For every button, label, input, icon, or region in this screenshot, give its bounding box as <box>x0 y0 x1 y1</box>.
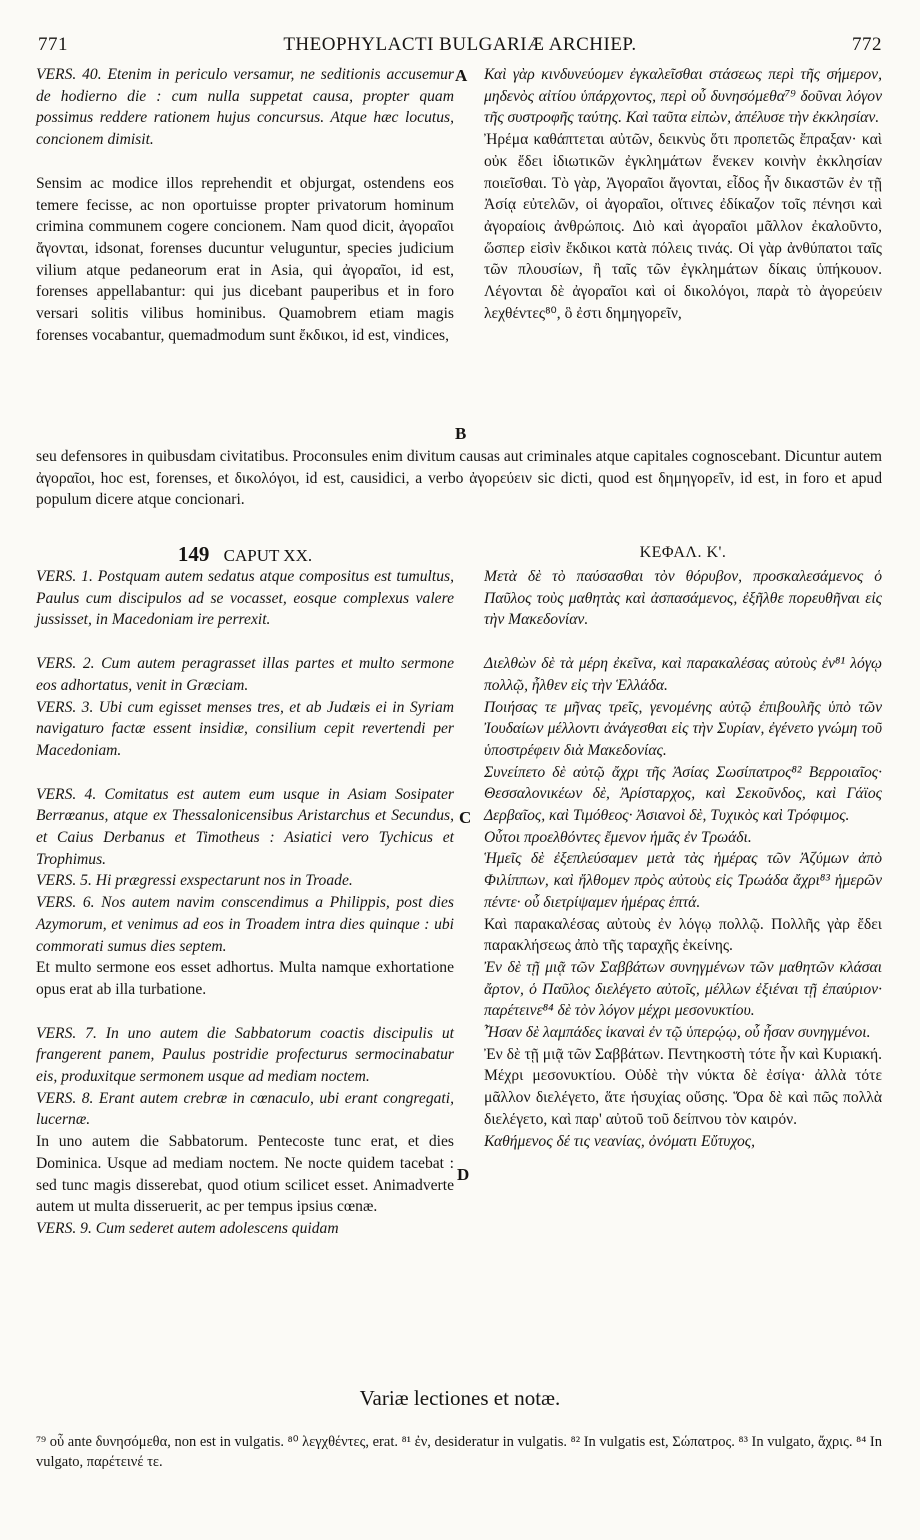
chapter-heading-greek: ΚΕΦΑΛ. Κ'. <box>639 544 727 561</box>
latin-verse-7: VERS. 7. In uno autem die Sabbatorum coactis discipulis ut frangerent panem, Paulus postridie profecturus sermocinabatur eis, produxitque sermonem usque ad mediam noctem. <box>36 1024 454 1086</box>
latin-verse-40: VERS. 40. Etenim in periculo versamur, ne seditionis accusemur de hodierno die : cum nulla suppetat causa, propter quam possimus reddere rationem hujus concursus. Atque hæc locutus, concionem dimisit. <box>36 66 454 149</box>
latin-verse-9: VERS. 9. Cum sederet autem adolescens quidam <box>36 1219 339 1237</box>
greek-column-2 <box>484 566 882 1152</box>
running-title: THEOPHYLACTI BULGARIÆ ARCHIEP. <box>283 34 637 55</box>
latin-verse-4: VERS. 4. Comitatus est autem eum usque in Asiam Sosipater Berrœanus, atque ex Thessalonicensibus Aristarchus et Secundus, et Caius Derbanus et Timotheus : Asiatici vero Tychicus et Trophimus. <box>36 785 454 868</box>
latin-verse-2: VERS. 2. Cum autem peragrasset illas partes et multo sermone eos adhortatus, venit in Græciam. <box>36 655 454 694</box>
greek-verse-4: Συνείπετο δὲ αὐτῷ ἄχρι τῆς Ἀσίας Σωσίπατρος⁸² Βερροιαῖος· Θεσσαλονικέων δὲ, Ἀρίσταρχος, καὶ Σεκοῦνδος, καὶ Γάϊος Δερβαῖος, καὶ Τιμόθεος· Ἀσιανοὶ δὲ, Τυχικὸς καὶ Τρόφιμος. <box>484 763 882 825</box>
greek-verse-8: Ἦσαν δὲ λαμπάδες ἱκαναὶ ἐν τῷ ὑπερῴῳ, οὗ ἦσαν συνηγμένοι. <box>484 1024 871 1042</box>
greek-verse-2: Διελθὼν δὲ τὰ μέρη ἐκεῖνα, καὶ παρακαλέσας αὐτοὺς ἐν⁸¹ λόγῳ πολλῷ, ἦλθεν εἰς τὴν Ἑλλάδα. <box>484 655 882 694</box>
chapter-heading-latin <box>36 542 454 567</box>
greek-verse-3: Ποιήσας τε μῆνας τρεῖς, γενομένης αὐτῷ ἐπιβουλῆς ὑπὸ τῶν Ἰουδαίων μέλλοντι ἀνάγεσθαι εἰς τὴν Συρίαν, ἐγένετο γνώμη τοῦ ὑποστρέφειν διὰ Μακεδονίας. <box>484 698 882 759</box>
margin-marker-b: B <box>455 424 467 443</box>
full-width-paragraph: seu defensores in quibusdam civitatibus. Proconsules enim divitum causas aut criminales atque capitales cognoscebant. Dicuntur autem ἀγοραῖοι, hoc est, forenses, et δικολόγοι, id est, causidici, a verbo ἀγορεύειν sic dicti, quod est δημηγορεῖν, id est, in foro et apud populum dicere atque concionari. <box>36 448 882 509</box>
running-header <box>30 34 890 60</box>
chapter-column-number: 149 <box>177 542 210 566</box>
greek-column-1 <box>484 64 882 324</box>
latin-column-2 <box>36 566 454 1240</box>
latin-verse-1: VERS. 1. Postquam autem sedatus atque compositus est tumultus, Paulus cum discipulos ad se vocasset, eosque complexus valere jussisset, in Macedoniam ire perrexit. <box>36 568 454 629</box>
right-page-number: 772 <box>852 34 882 55</box>
left-page-number: 771 <box>38 34 68 55</box>
latin-verse-3: VERS. 3. Ubi cum egisset menses tres, et ab Judæis ei in Syriam navigaturo factæ essent insidiæ, consilium cepit revertendi per Macedoniam. <box>36 698 454 759</box>
margin-marker-c: C <box>459 808 472 827</box>
greek-verse-40: Καὶ γὰρ κινδυνεύομεν ἐγκαλεῖσθαι στάσεως περὶ τῆς σήμερον, μηδενὸς αἰτίου ὑπάρχοντος, περὶ οὗ δυνησόμεθα⁷⁹ δοῦναι λόγον τῆς συστροφῆς ταύτης. Καὶ ταῦτα εἰπὼν, ἀπέλυσε τὴν ἐκκλησίαν. <box>484 66 882 127</box>
greek-verse-1: Μετὰ δὲ τὸ παύσασθαι τὸν θόρυβον, προσκαλεσάμενος ὁ Παῦλος τοὺς μαθητὰς καὶ ἀσπασάμενος, ἐξῆλθε πορευθῆναι εἰς τὴν Μακεδονίαν. <box>484 568 882 629</box>
full-width-commentary <box>36 446 882 511</box>
latin-verse-8: VERS. 8. Erant autem crebræ in cœnaculo, ubi erant congregati, lucernæ. <box>36 1089 454 1129</box>
latin-column-1 <box>36 64 454 346</box>
greek-verse-5: Οὗτοι προελθόντες ἔμενον ἡμᾶς ἐν Τρωάδι. <box>484 828 752 846</box>
chapter-label: CAPUT XX. <box>223 546 313 565</box>
latin-commentary-2: Et multo sermone eos esset adhortus. Multa namque exhortatione opus erat ab illa turbatione. <box>36 959 454 998</box>
greek-verse-9: Καθήμενος δέ τις νεανίας, ὀνόματι Εὔτυχος, <box>484 1132 756 1150</box>
greek-commentary-3: Ἐν δὲ τῇ μιᾷ τῶν Σαββάτων. Πεντηκοστὴ τότε ἦν καὶ Κυριακή. Μέχρι μεσονυκτίου. Οὐδὲ τὴν νύκτα δὲ ἐσίγα· ἀλλὰ τότε μᾶλλον διελέγετο, ἅτε ἡσυχίας οὔσης. Ὅρα δὲ καὶ πῶς πολλὰ διελέγετο, καὶ παρ' αὐτοῦ τοῦ δείπνου τὸν καιρόν. <box>484 1045 882 1128</box>
greek-verse-6: Ἡμεῖς δὲ ἐξεπλεύσαμεν μετὰ τὰς ἡμέρας τῶν Ἀζύμων ἀπὸ Φιλίππων, καὶ ἤλθομεν πρὸς αὐτοὺς εἰς Τρωάδα ἄχρι⁸³ ἡμερῶν πέντε· οὗ διετρίψαμεν ἡμέρας ἑπτά. <box>484 850 882 911</box>
notes-title: Variæ lectiones et notæ. <box>359 1386 561 1410</box>
latin-commentary-1: Sensim ac modice illos reprehendit et objurgat, ostendens eos temere fecisse, ac non oportuisse propter privatorum hominum crimina communem cogere concionem. Nam quod dicit, ἀγοραῖοι ἄγονται, idsonat, forenses ducuntur veluguntur, species judicium vilium atque pedaneorum erat in Asia, qui ἀγοραῖοι, id est, forenses appellabantur: qui jus dicebant pauperibus et in foro versari solitis vilibus hominibus. Quamobrem etiam magis forenses vocabantur, quemadmodum sunt ἔκδικοι, id est, vindices, <box>36 174 454 344</box>
greek-commentary-2: Καὶ παρακαλέσας αὐτοὺς ἐν λόγῳ πολλῷ. Πολλῆς γὰρ ἔδει παρακλήσεως ἀπὸ τῆς ταραχῆς ἐκείνης. <box>484 915 882 955</box>
margin-marker-a: A <box>455 66 468 85</box>
notes-text: ⁷⁹ οὗ ante δυνησόμεθα, non est in vulgatis. ⁸⁰ λεγχθέντες, erat. ⁸¹ ἐν, desideratur in vulgatis. ⁸² In vulgatis est, Σώπατρος. ⁸³ In vulgato, ἄχρις. ⁸⁴ In vulgato, παρέτεινέ τε. <box>36 1434 882 1470</box>
margin-marker-d: D <box>457 1165 470 1184</box>
greek-commentary-1: Ἠρέμα καθάπτεται αὐτῶν, δεικνὺς ὅτι προπετῶς ἔπραξαν· καὶ οὐκ ἔδει ἰδιωτικῶν ἐγκλημάτων ἕνεκεν κοινὴν ἐκκλησίαν ποιεῖσθαι. Τὸ γὰρ, Ἀγοραῖοι ἄγονται, εἶδος ἦν δικαστῶν ἐν τῇ Ἀσίᾳ εὐτελῶν, οἱ ἀγοραῖοι, οἵτινες ἐδίκαζον τοῖς πένησι καὶ ἀγοραίοις ἀνθρώποις. Διὸ καὶ ἀγοραῖοι μᾶλλον ἐκαλοῦντο, ὥσπερ εἰσὶν ἔκδικοι κατὰ πόλεις τινάς. Οἱ γὰρ ἀνθύπατοι ταῖς τῶν πλουσίων, ἢ ταῖς τῶν ἐγκλημάτων δίκαις ὑπήκουον. Λέγονται δὲ ἀγοραῖοι καὶ οἱ δικολόγοι, παρὰ τὸ ἀγορεύειν λεχθέντες⁸⁰, ὃ ἐστι δημηγορεῖν, <box>484 131 882 322</box>
latin-verse-5: VERS. 5. Hi prægressi exspectarunt nos in Troade. <box>36 872 353 890</box>
latin-commentary-3: In uno autem die Sabbatorum. Pentecoste tunc erat, et dies Dominica. Usque ad mediam noctem. Ne nocte quidem tacebat : sed tunc magis disserebat, quod otium scilicet esset. Animadverte autem ut multa disseruerit, ac per tempus ipsius cœnæ. <box>36 1133 454 1216</box>
latin-verse-6: VERS. 6. Nos autem navim conscendimus a Philippis, post dies Azymorum, et venimus ad eos in Troadem intra dies quinque : ubi commorati sumus dies septem. <box>36 894 454 955</box>
greek-verse-7: Ἐν δὲ τῇ μιᾷ τῶν Σαββάτων συνηγμένων τῶν μαθητῶν κλάσαι ἄρτον, ὁ Παῦλος διελέγετο αὐτοῖς, μέλλων ἐξιέναι τῇ ἐπαύριον· παρέτεινε⁸⁴ δὲ τὸν λόγον μέχρι μεσονυκτίου. <box>484 958 882 1020</box>
